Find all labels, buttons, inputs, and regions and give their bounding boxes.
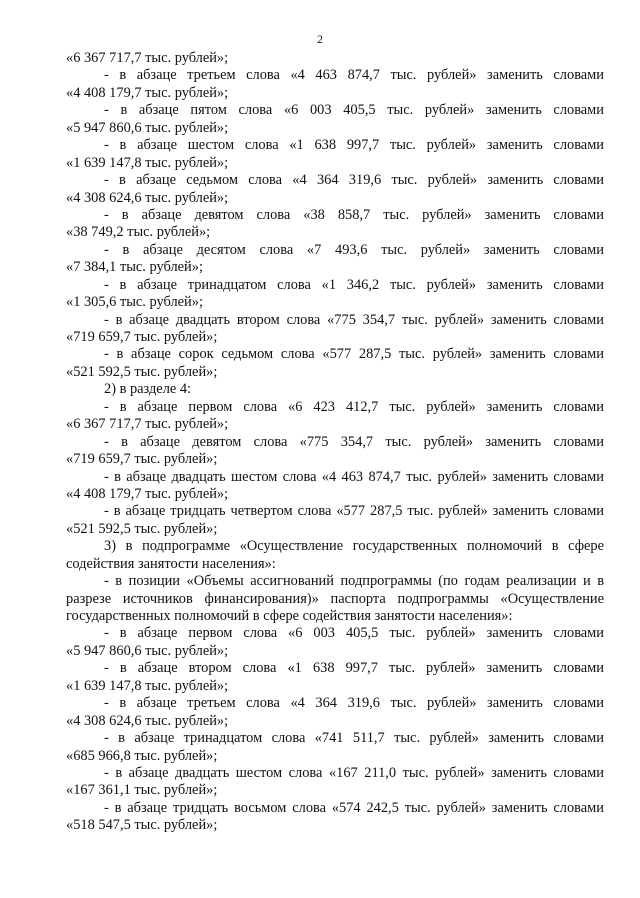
page-number: 2: [317, 32, 323, 46]
text-line: «1 639 147,8 тыс. рублей»;: [66, 154, 229, 171]
text-line: государственных полномочий в сфере содействия занятости населения»:: [66, 608, 513, 624]
text-line: - в абзаце девятом слова «775 354,7 тыс. рублей» заменить словами: [104, 433, 604, 450]
text-line: «521 592,5 тыс. рублей»;: [66, 520, 218, 537]
text-line: «38 749,2 тыс. рублей»;: [66, 224, 211, 241]
text-line: «4 408 179,7 тыс. рублей»;: [66, 84, 229, 101]
text-line: - в абзаце тринадцатом слова «1 346,2 тыс. рублей» заменить словами: [104, 276, 604, 293]
text-line: - в абзаце пятом слова «6 003 405,5 тыс. рублей» заменить словами: [104, 102, 604, 119]
text-line: «518 547,5 тыс. рублей»;: [66, 817, 218, 834]
text-line: «167 361,1 тыс. рублей»;: [66, 782, 218, 799]
text-line: 2) в разделе 4:: [104, 381, 192, 398]
text-line: - в абзаце седьмом слова «4 364 319,6 тыс. рублей» заменить словами: [104, 172, 604, 189]
text-line: - в абзаце первом слова «6 423 412,7 тыс. рублей» заменить словами: [104, 398, 604, 415]
text-line: - в абзаце двадцать втором слова «775 354,7 тыс. рублей» заменить словами: [104, 311, 604, 328]
text-line: - в абзаце двадцать шестом слова «4 463 874,7 тыс. рублей» заменить словами: [104, 468, 604, 485]
text-line: «521 592,5 тыс. рублей»;: [66, 363, 218, 380]
text-line: - в абзаце втором слова «1 638 997,7 тыс. рублей» заменить словами: [104, 660, 604, 677]
text-line: разрезе источников финансирования)» паспорта подпрограммы «Осуществление: [66, 590, 604, 607]
text-line: - в абзаце десятом слова «7 493,6 тыс. рублей» заменить словами: [104, 241, 604, 258]
text-line: - в абзаце первом слова «6 003 405,5 тыс. рублей» заменить словами: [104, 625, 604, 642]
text-line: - в абзаце тридцать четвертом слова «577 287,5 тыс. рублей» заменить словами: [104, 503, 604, 520]
text-line: «7 384,1 тыс. рублей»;: [66, 259, 203, 276]
text-line: содействия занятости населения»:: [66, 555, 276, 572]
text-line: «5 947 860,6 тыс. рублей»;: [66, 119, 229, 136]
text-line: «6 367 717,7 тыс. рублей»;: [66, 50, 229, 66]
text-line: «719 659,7 тыс. рублей»;: [66, 329, 218, 345]
text-line: - в позиции «Объемы ассигнований подпрограммы (по годам реализации и в: [104, 573, 604, 590]
text-line: - в абзаце тридцать восьмом слова «574 242,5 тыс. рублей» заменить словами: [104, 799, 604, 816]
text-line: - в абзаце шестом слова «1 638 997,7 тыс. рублей» заменить словами: [104, 137, 604, 154]
text-line: «685 966,8 тыс. рублей»;: [66, 747, 218, 764]
text-line: «5 947 860,6 тыс. рублей»;: [66, 642, 229, 659]
text-line: - в абзаце сорок седьмом слова «577 287,5 тыс. рублей» заменить словами: [104, 346, 604, 363]
text-line: «6 367 717,7 тыс. рублей»;: [66, 416, 229, 433]
text-line: - в абзаце третьем слова «4 463 874,7 тыс. рублей» заменить словами: [104, 67, 604, 84]
text-line: - в абзаце девятом слова «38 858,7 тыс. рублей» заменить словами: [104, 206, 604, 223]
text-line: «4 408 179,7 тыс. рублей»;: [66, 485, 229, 502]
text-line: «719 659,7 тыс. рублей»;: [66, 451, 218, 468]
text-line: - в абзаце тринадцатом слова «741 511,7 тыс. рублей» заменить словами: [104, 730, 604, 747]
text-line: «1 305,6 тыс. рублей»;: [66, 294, 203, 311]
text-line: 3) в подпрограмме «Осуществление государственных полномочий в сфере: [104, 538, 604, 555]
text-line: - в абзаце третьем слова «4 364 319,6 тыс. рублей» заменить словами: [104, 695, 604, 712]
document-body: [66, 50, 604, 835]
text-line: - в абзаце двадцать шестом слова «167 211,0 тыс. рублей» заменить словами: [104, 764, 604, 781]
text-line: «1 639 147,8 тыс. рублей»;: [66, 677, 229, 694]
text-line: «4 308 624,6 тыс. рублей»;: [66, 712, 229, 729]
text-line: «4 308 624,6 тыс. рублей»;: [66, 189, 229, 206]
